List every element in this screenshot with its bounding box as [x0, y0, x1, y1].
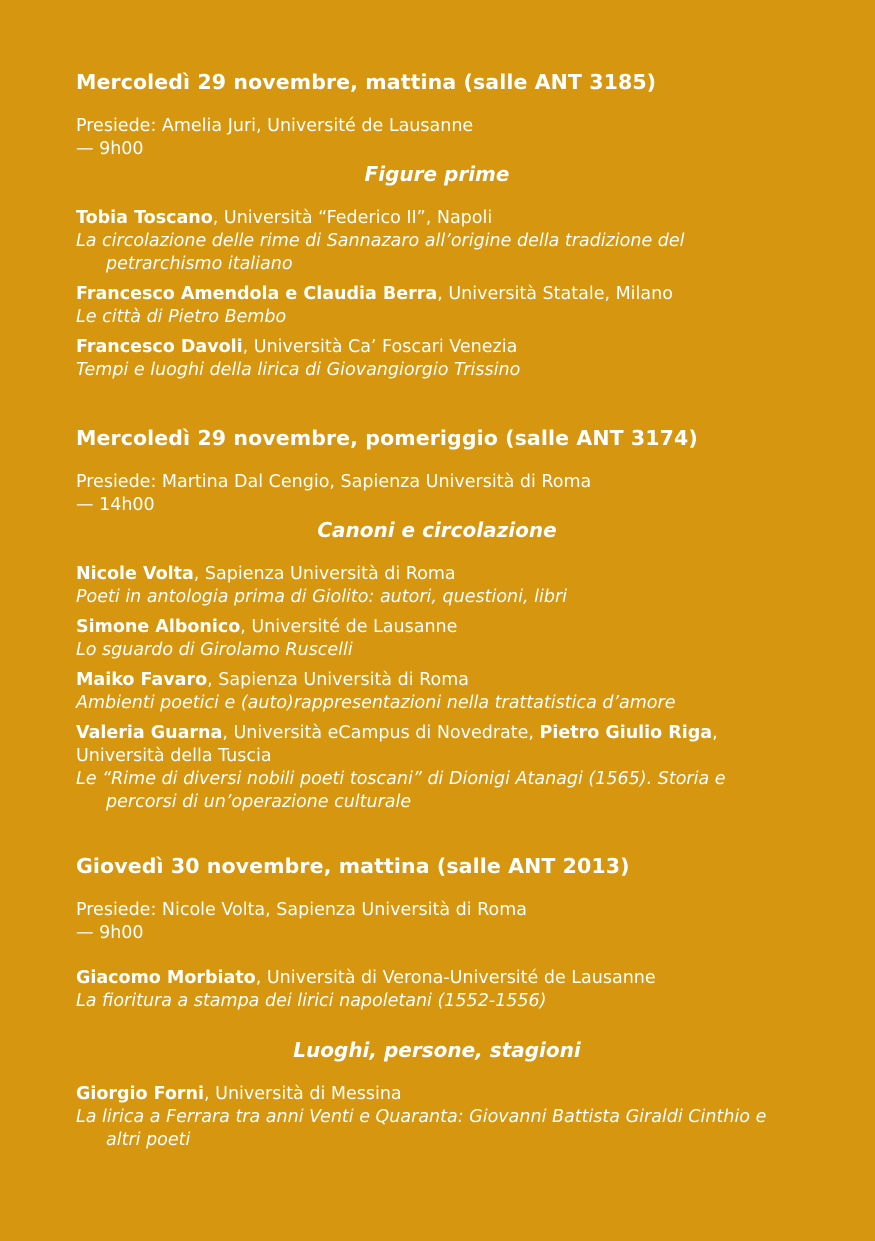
talk: [76, 336, 798, 382]
speaker-affiliation: , Università eCampus di Novedrate,: [222, 723, 540, 743]
speaker-affiliation: , Università di Verona-Université de Lausanne: [255, 968, 656, 988]
session-time: — 14h00: [76, 495, 155, 515]
talk-title: La circolazione delle rime di Sannazaro all’origine della tradizione del petrarchismo italiano: [76, 231, 685, 274]
talk: [76, 1083, 798, 1152]
panel-title: Luoghi, persone, stagioni: [293, 1038, 581, 1062]
session-heading: Mercoledì 29 novembre, mattina (salle ANT 3185): [76, 70, 657, 94]
speaker-name: Giorgio Forni: [76, 1084, 205, 1104]
session-1: [76, 67, 798, 382]
speaker-affiliation: , Università Statale, Milano: [437, 284, 673, 304]
speaker-name: Pietro Giulio Riga: [539, 723, 713, 743]
speaker-name: Tobia Toscano: [76, 208, 213, 228]
speaker-affiliation: , Università “Federico II”, Napoli: [212, 208, 493, 228]
session-3: [76, 851, 798, 1152]
talk-title: Le “Rime di diversi nobili poeti toscani” di Dionigi Atanagi (1565). Storia e percorsi di un’operazione culturale: [76, 769, 726, 812]
session-chair: Presiede: Nicole Volta, Sapienza Università di Roma: [76, 900, 527, 920]
talk-title: La fioritura a stampa dei lirici napoletani (1552-1556): [76, 991, 547, 1011]
talk: [76, 283, 798, 329]
speaker-name: Nicole Volta: [76, 564, 194, 584]
talk-title: Tempi e luoghi della lirica di Giovangiorgio Trissino: [76, 360, 521, 380]
talk-title: Ambienti poetici e (auto)rappresentazioni nella trattatistica d’amore: [76, 693, 676, 713]
speaker-name: Francesco Davoli: [76, 337, 243, 357]
talk: [76, 563, 798, 609]
session-heading: Mercoledì 29 novembre, pomeriggio (salle ANT 3174): [76, 426, 698, 450]
session-time: — 9h00: [76, 923, 144, 943]
session-time: — 9h00: [76, 139, 144, 159]
speaker-affiliation: , Sapienza Università di Roma: [207, 670, 469, 690]
session-heading: Giovedì 30 novembre, mattina (salle ANT 2013): [76, 854, 630, 878]
speaker-affiliation: , Université de Lausanne: [240, 617, 458, 637]
session-2: [76, 423, 798, 814]
talk-title: La lirica a Ferrara tra anni Venti e Quaranta: Giovanni Battista Giraldi Cinthio e altri poeti: [76, 1107, 767, 1150]
speaker-affiliation: , Università Ca’ Foscari Venezia: [242, 337, 518, 357]
speaker-name: Giacomo Morbiato: [76, 968, 256, 988]
session-chair: Presiede: Amelia Juri, Université de Lausanne: [76, 116, 474, 136]
speaker-name: Simone Albonico: [76, 617, 241, 637]
panel-title: Figure prime: [364, 162, 510, 186]
speaker-name: Francesco Amendola e Claudia Berra: [76, 284, 438, 304]
speaker-name: Maiko Favaro: [76, 670, 208, 690]
speaker-affiliation: , Università di Messina: [204, 1084, 402, 1104]
talk: [76, 669, 798, 715]
talk-title: Lo sguardo di Girolamo Ruscelli: [76, 640, 353, 660]
talk-title: Le città di Pietro Bembo: [76, 307, 287, 327]
talk: [76, 967, 798, 1013]
speaker-affiliation: , Università della Tuscia: [76, 723, 718, 766]
talk-title: Poeti in antologia prima di Giolito: autori, questioni, libri: [76, 587, 567, 607]
speaker-name: Valeria Guarna: [76, 723, 223, 743]
panel-title: Canoni e circolazione: [317, 518, 557, 542]
speaker-affiliation: , Sapienza Università di Roma: [193, 564, 456, 584]
session-chair: Presiede: Martina Dal Cengio, Sapienza Università di Roma: [76, 472, 592, 492]
talk: [76, 616, 798, 662]
talk: [76, 722, 798, 814]
talk: [76, 207, 798, 276]
